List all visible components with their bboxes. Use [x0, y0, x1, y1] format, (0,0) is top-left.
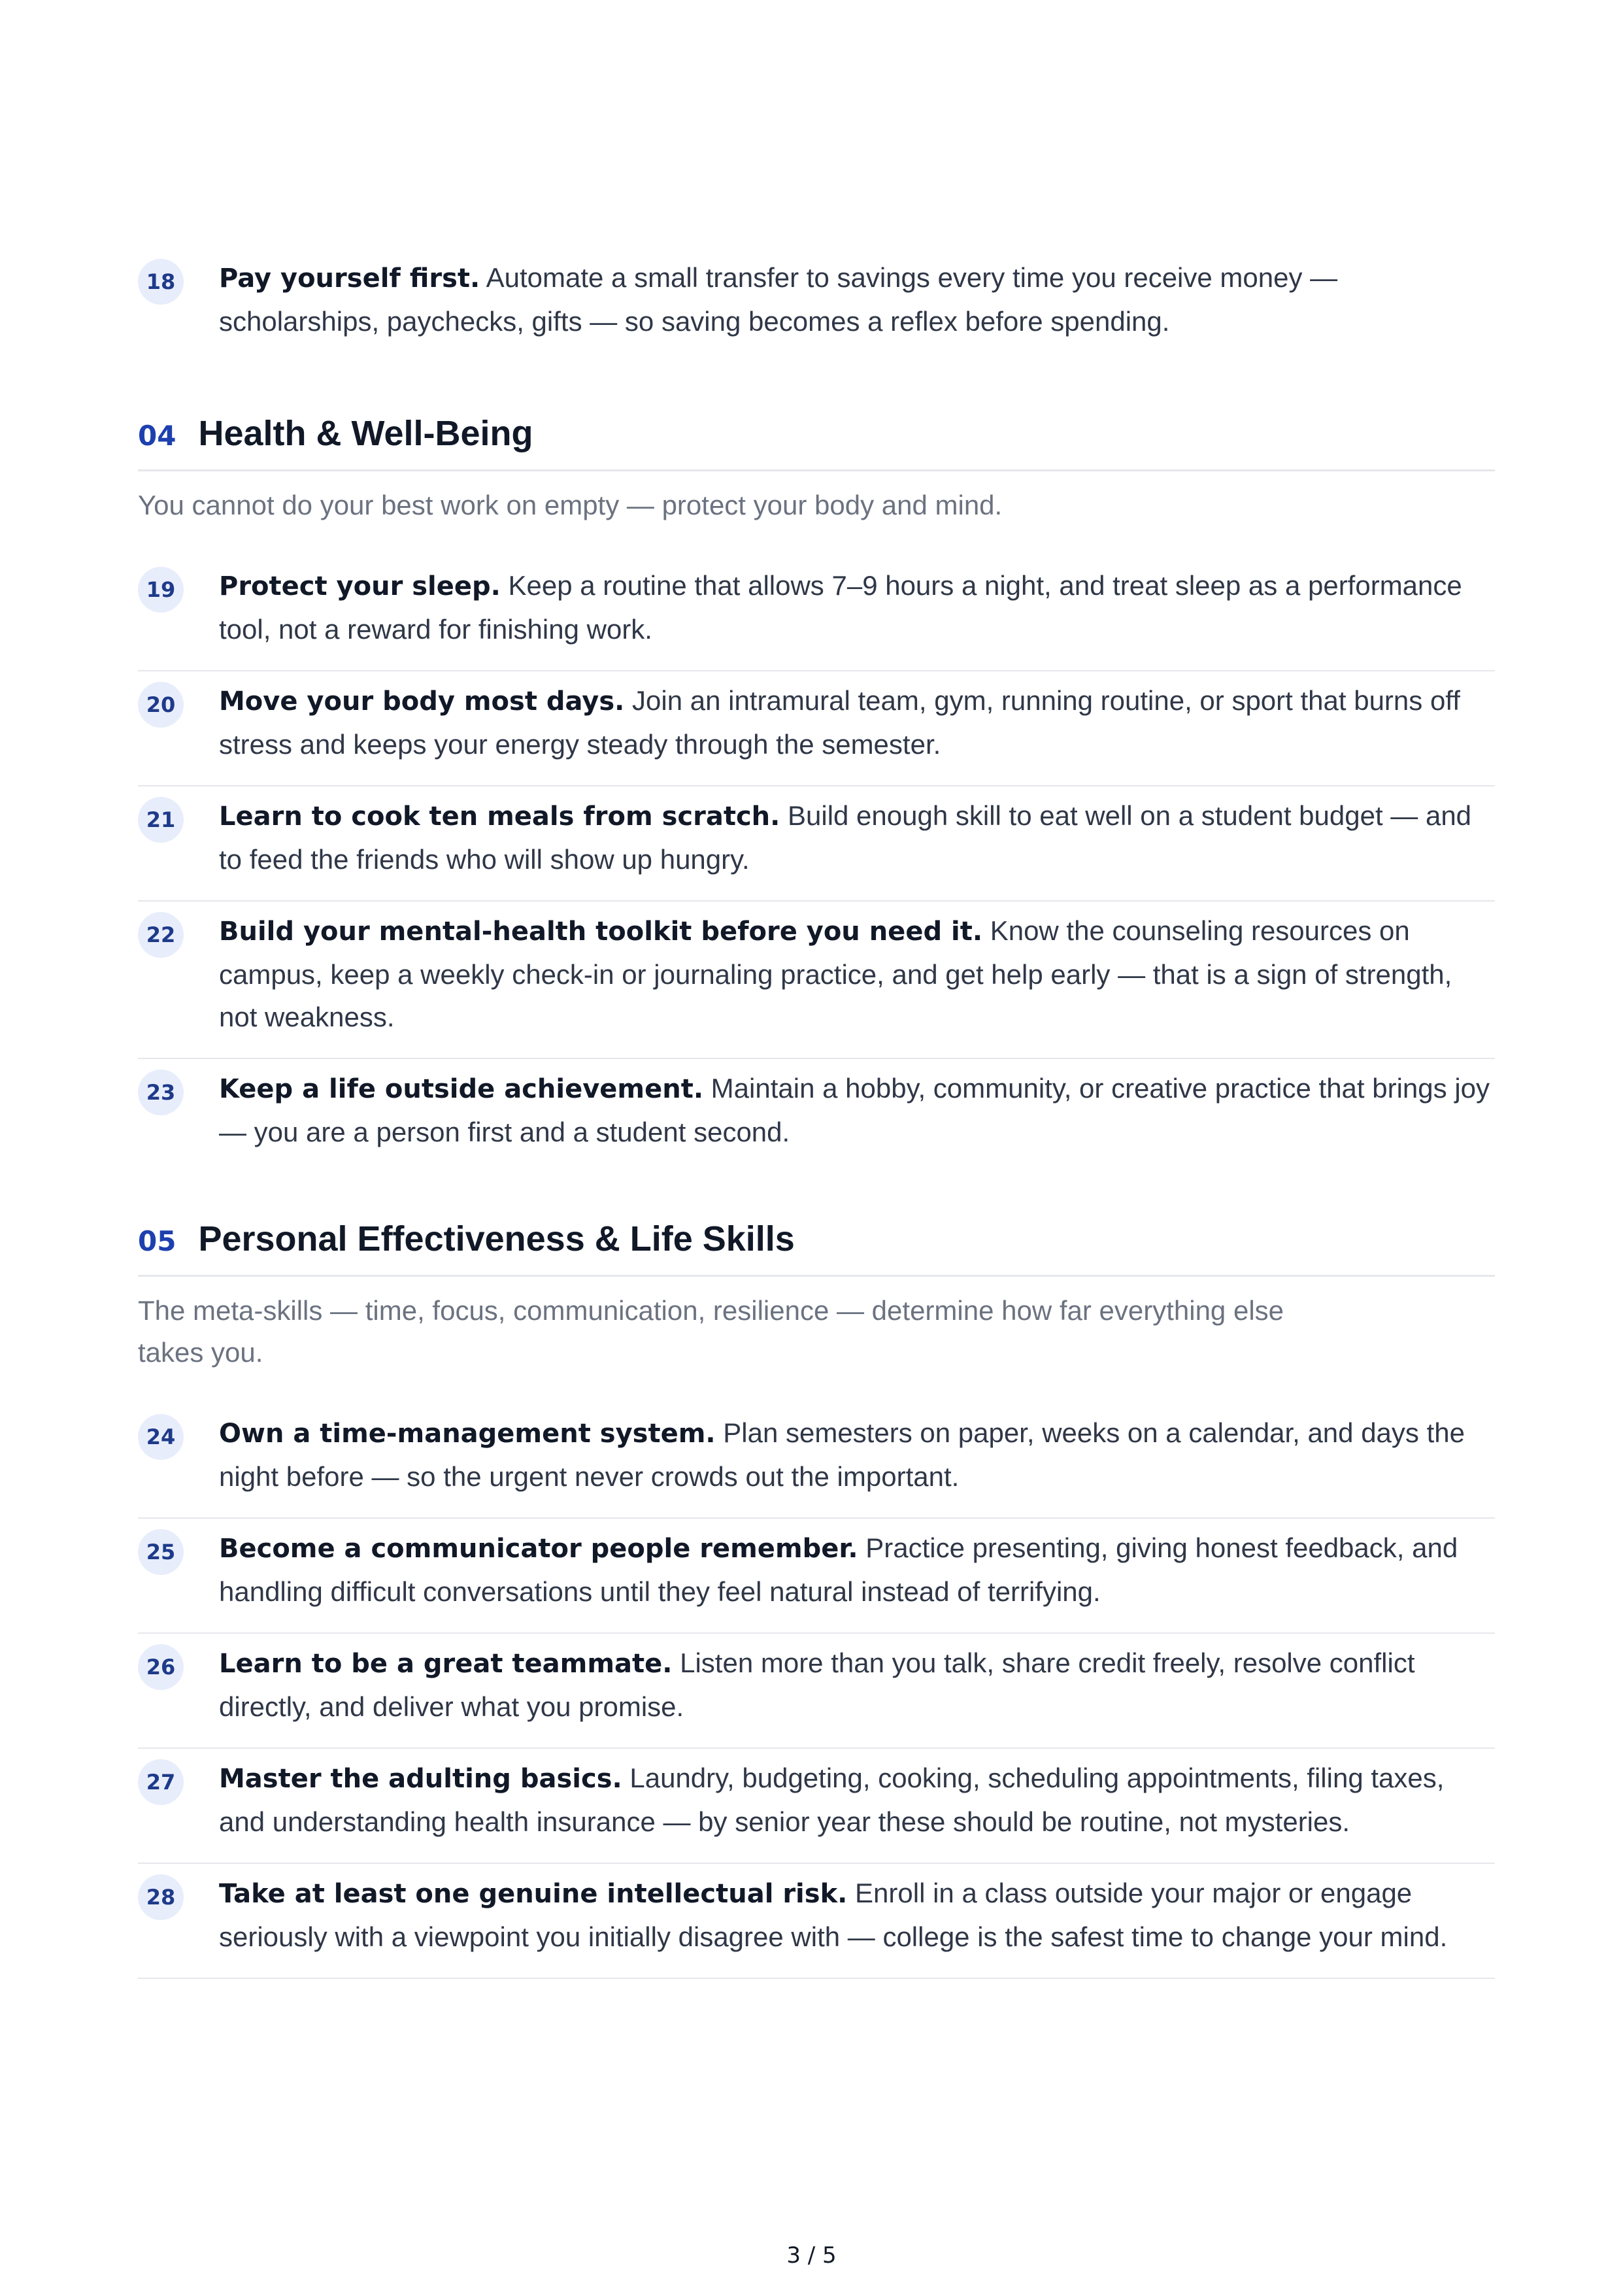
list-item [138, 1864, 1495, 1979]
list-item [138, 671, 1495, 786]
item-number-badge: 27 [138, 1759, 184, 1805]
item-lead: Protect your sleep. [219, 571, 501, 601]
item-number-badge: 28 [138, 1874, 184, 1920]
section-header [138, 1219, 1495, 1277]
item-text: Practice presenting, giving honest feedback, and handling difficult conversations until they feel natural instead of terrifying. [219, 1532, 1458, 1607]
section-header [138, 413, 1495, 471]
item-lead: Pay yourself first. [219, 263, 480, 294]
list-item [138, 1059, 1495, 1173]
item-lead: Take at least one genuine intellectual risk. [219, 1879, 848, 1909]
section-intro: The meta-skills — time, focus, communication, resilience — determine how far everything else takes you. [138, 1295, 1284, 1368]
section-number: 05 [138, 1225, 176, 1257]
section-title: Personal Effectiveness & Life Skills [198, 1219, 795, 1258]
item-number-badge: 24 [138, 1414, 184, 1460]
item-text: Maintain a hobby, community, or creative practice that brings joy — you are a person first and a student second. [219, 1073, 1490, 1147]
item-lead: Build your mental-health toolkit before you need it. [219, 917, 983, 947]
item-text: Automate a small transfer to savings every time you receive money — scholarships, paychecks, gifts — so saving becomes a reflex before spending. [219, 262, 1338, 337]
item-number-badge: 18 [138, 259, 184, 305]
item-lead: Learn to be a great teammate. [219, 1649, 673, 1679]
list-item [138, 1404, 1495, 1519]
item-text: Laundry, budgeting, cooking, scheduling appointments, filing taxes, and understanding health insurance — by senior year these should be routine, not mysteries. [219, 1763, 1445, 1837]
item-text: Listen more than you talk, share credit freely, resolve conflict directly, and deliver what you promise. [219, 1647, 1415, 1722]
item-lead: Own a time-management system. [219, 1419, 716, 1449]
item-text: Join an intramural team, gym, running routine, or sport that burns off stress and keeps your energy steady through the semester. [219, 685, 1460, 760]
item-lead: Learn to cook ten meals from scratch. [219, 802, 780, 832]
list-item [138, 1749, 1495, 1864]
item-lead: Move your body most days. [219, 686, 625, 717]
item-number-badge: 22 [138, 912, 184, 958]
item-lead: Master the adulting basics. [219, 1764, 622, 1794]
list-item [138, 1519, 1495, 1634]
item-text: Build enough skill to eat well on a student budget — and to feed the friends who will show up hungry. [219, 800, 1472, 875]
item-lead: Become a communicator people remember. [219, 1534, 858, 1564]
item-number-badge: 25 [138, 1529, 184, 1575]
section-title: Health & Well-Being [198, 414, 533, 453]
item-number-badge: 21 [138, 797, 184, 843]
section-health [138, 413, 1495, 1173]
section-effectiveness [138, 1219, 1495, 1979]
list-item [138, 248, 1495, 362]
section-intro: You cannot do your best work on empty — protect your body and mind. [138, 490, 1003, 520]
section-number: 04 [138, 420, 176, 452]
list-item [138, 902, 1495, 1059]
page-number: 3 / 5 [786, 2242, 837, 2269]
list-item [138, 786, 1495, 902]
item-number-badge: 20 [138, 682, 184, 728]
item-lead: Keep a life outside achievement. [219, 1074, 704, 1104]
document-page [138, 248, 1495, 1979]
item-text: Enroll in a class outside your major or engage seriously with a viewpoint you initially disagree with — college is the safest time to change your mind. [219, 1878, 1448, 1952]
item-number-badge: 19 [138, 567, 184, 613]
item-text: Know the counseling resources on campus, keep a weekly check-in or journaling practice, and get help early — that is a sign of strength, not weakness. [219, 915, 1452, 1032]
list-item [138, 556, 1495, 671]
list-item [138, 1634, 1495, 1749]
item-text: Plan semesters on paper, weeks on a calendar, and days the night before — so the urgent never crowds out the important. [219, 1417, 1465, 1492]
item-number-badge: 26 [138, 1644, 184, 1690]
item-number-badge: 23 [138, 1070, 184, 1115]
item-text: Keep a routine that allows 7–9 hours a night, and treat sleep as a performance tool, not a reward for finishing work. [219, 570, 1462, 645]
